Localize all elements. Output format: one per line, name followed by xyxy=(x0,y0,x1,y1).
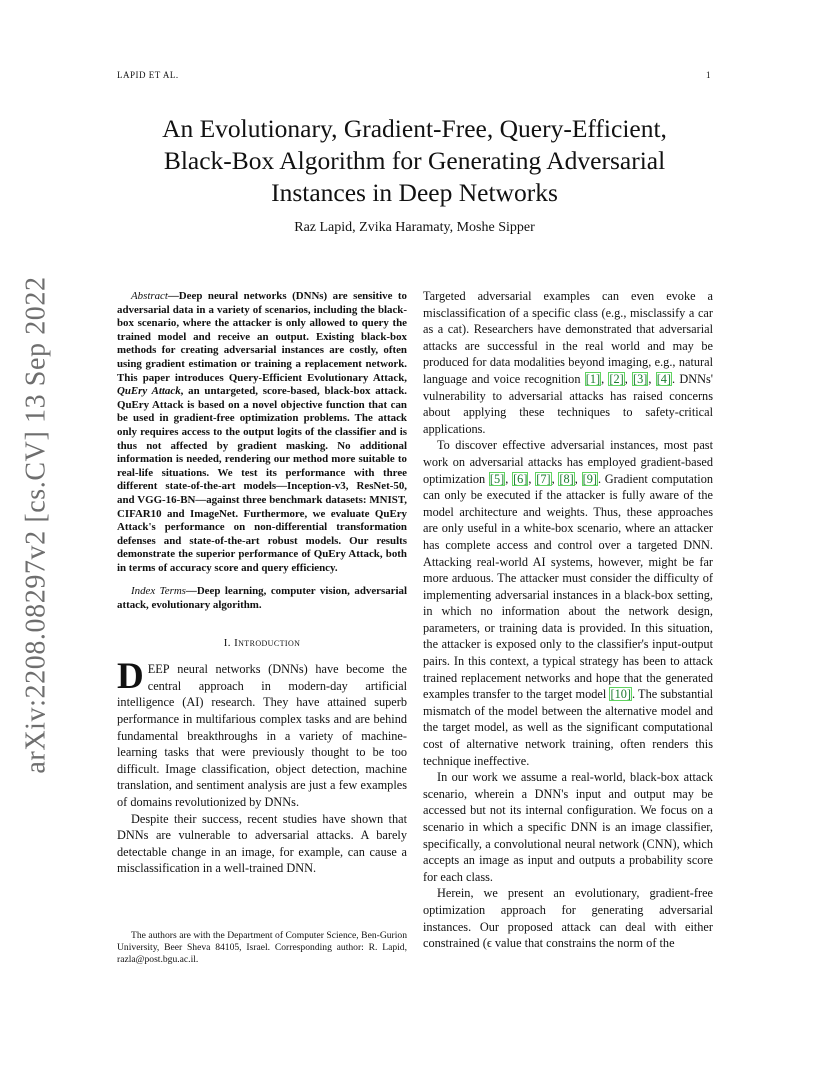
arxiv-stamp xyxy=(21,276,53,774)
abstract-text-2: , an untargeted, score-based, black-box attack. QuEry Attack is based on a novel objective function that can be used in gradient-free optimization problems. The attack only requires access to the output logits of the classifier and is thus not affected by gradient masking. No additional information is needed, rendering our method more suitable to real-life situations. We test its performance with three different state-of-the-art models—Inception-v3, ResNet-50, and VGG-16-BN—against three benchmark datasets: MNIST, CIFAR10 and ImageNet. Furthermore, we evaluate QuEry Attack's performance on non-differential transformation defenses and state-of-the-art robust models. Our results demonstrate the superior performance of QuEry Attack, both in terms of accuracy score and query efficiency. xyxy=(117,385,407,574)
right-paragraph-3: In our work we assume a real-world, black-box attack scenario, wherein a DNN's input and output may be accessed but not its internal configuration. We focus on a scenario in which a specific DNN is an image classifier, specifically, a convolutional neural network (CNN), which accepts an image as input and outputs a probability score for each class. xyxy=(423,770,713,884)
section-heading-introduction xyxy=(117,635,407,652)
citation-link-6[interactable]: [6] xyxy=(513,471,528,486)
citation-link-10[interactable]: [10] xyxy=(610,687,631,702)
index-terms xyxy=(117,585,407,612)
title-line-3: Instances in Deep Networks xyxy=(271,178,558,207)
abstract-label: Abstract xyxy=(131,290,168,302)
abstract xyxy=(117,290,407,575)
paper-title xyxy=(117,113,712,209)
right-paragraph-2: To discover effective adversarial instances, most past work on adversarial attacks has employed gradient-based optimization [5], [6], [7], [8], [9]. Gradient computation can only be executed if the attacker is fully aware of the model architecture and weights. Thus, these approaches are only useful in a white-box scenario, where an attacker has complete access and control over a targeted DNN. Attacking real-world AI systems, however, might be far more arduous. The attacker must consider the difficulty of implementing adversarial instances in a black-box setting, in which no information about the network design, parameters, or training data is provided. In this situation, the attacker is exposed only to the classifier's input-output pairs. In this context, a typical strategy has been to attack trained replacement networks and hope that the generated examples transfer to the target model [10]. The substantial mismatch of the model between the alternative model and the target model, as well as the significant computational cost of alternative network training, often renders this technique ineffective. xyxy=(423,438,713,768)
page-number: 1 xyxy=(706,70,711,80)
section-number: I. xyxy=(223,636,235,649)
citation-link-7[interactable]: [7] xyxy=(536,471,551,486)
citation-link-2[interactable]: [2] xyxy=(609,371,624,386)
intro-paragraph-1 xyxy=(117,656,407,810)
intro-paragraph-1-text: neural networks (DNNs) have become the central approach in modern-day artificial intelligence (AI) research. They have attained superb performance in multifarious complex tasks and are behind fundamental breakthroughs in a variety of machine-learning tasks that were previously thought to be too difficult. Image classification, object detection, machine translation, and sentiment analysis are just a few examples of domains revolutionized by DNNs. xyxy=(117,662,407,809)
right-paragraph-2-text-b: . Gradient computation can only be executed if the attacker is fully aware of the model architecture and weights. Thus, these approaches are only useful in a white-box scenario, where an attacker has complete access and control over a targeted DNN. Attacking real-world AI systems, however, might be far more arduous. The attacker must consider the difficulty of implementing adversarial instances in a black-box setting, in which no information about the network design, parameters, or training data is provided. In this situation, the attacker is exposed only to the classifier's input-output pairs. In this context, a typical strategy has been to attack trained replacement networks and hope that the generated examples transfer to the target model xyxy=(423,471,713,702)
right-paragraph-2-text-c: . The substantial mismatch of the model between the alternative model and the target model, as well as the significant computational cost of alternative network training, often renders this technique ineffective. xyxy=(423,687,713,768)
lead-word: EEP xyxy=(147,662,170,677)
author-footnote: The authors are with the Department of Computer Science, Ben-Gurion University, Beer Sheva 84105, Israel. Corresponding author: R. Lapid, razla@post.bgu.ac.il. xyxy=(117,930,407,965)
citation-link-5[interactable]: [5] xyxy=(489,471,505,486)
citation-link-1[interactable]: [1] xyxy=(585,371,601,386)
citation-link-4[interactable]: [4] xyxy=(656,371,672,386)
right-paragraph-1-text-b: . DNNs' vulnerability to adversarial attacks has raised concerns about applying these techniques to safety-critical applications. xyxy=(423,371,713,436)
running-head: LAPID ET AL. xyxy=(117,70,179,80)
right-paragraph-1: Targeted adversarial examples can even evoke a misclassification of a specific class (e.g., misclassify a car as a cat). Researchers have demonstrated that adversarial attacks are successful in the real world and may be produced for data modalities beyond imaging, e.g., natural language and voice recognition [1], [2], [3], [4]. DNNs' vulnerability to adversarial attacks has raised concerns about applying these techniques to safety-critical applications. xyxy=(423,289,713,436)
citation-link-9[interactable]: [9] xyxy=(582,471,597,486)
intro-paragraph-2: Despite their success, recent studies have shown that DNNs are vulnerable to adversarial attacks. A barely detectable change in an image, for example, can cause a misclassification in a well-trained DNN. xyxy=(117,811,407,876)
citation-link-3[interactable]: [3] xyxy=(633,371,648,386)
abstract-method-name: QuEry Attack xyxy=(117,385,181,398)
right-paragraph-1-text-a: Targeted adversarial examples can even evoke a misclassification of a specific class (e.g., misclassify a car as a cat). Researchers have demonstrated that adversarial attacks are successful in the real world and may be produced for data modalities beyond imaging, e.g., natural language and voice recognition xyxy=(423,289,713,386)
right-column xyxy=(423,288,713,952)
title-line-1: An Evolutionary, Gradient-Free, Query-Efficient, xyxy=(162,114,667,143)
arxiv-stamp-text: arXiv:2208.08297v2 [cs.CV] 13 Sep 2022 xyxy=(21,276,53,774)
title-line-2: Black-Box Algorithm for Generating Adversarial xyxy=(163,146,666,175)
index-terms-text: —Deep learning, computer vision, adversarial attack, evolutionary algorithm. xyxy=(117,585,408,612)
citation-link-8[interactable]: [8] xyxy=(559,471,574,486)
left-column xyxy=(117,288,407,877)
right-paragraph-2-text-a: To discover effective adversarial instances, most past work on adversarial attacks has employed gradient-based optimization xyxy=(423,438,713,486)
author-list: Raz Lapid, Zvika Haramaty, Moshe Sipper xyxy=(294,220,535,235)
index-terms-label: Index Terms xyxy=(131,585,186,598)
right-paragraph-4: Herein, we present an evolutionary, gradient-free optimization approach for generating adversarial instances. Our proposed attack can deal with either constrained (ϵ value that constrains the norm of the xyxy=(423,886,713,951)
drop-cap: D xyxy=(117,656,144,698)
section-title: Introduction xyxy=(234,636,301,649)
abstract-text-1: —Deep neural networks (DNNs) are sensitive to adversarial data in a variety of scenarios, including the black-box scenario, where the attacker is only allowed to query the trained model and receive an output. Existing black-box methods for creating adversarial instances are costly, often using gradient estimation or training a replacement network. This paper introduces Query-Efficient Evolutionary Attack, xyxy=(117,290,407,384)
